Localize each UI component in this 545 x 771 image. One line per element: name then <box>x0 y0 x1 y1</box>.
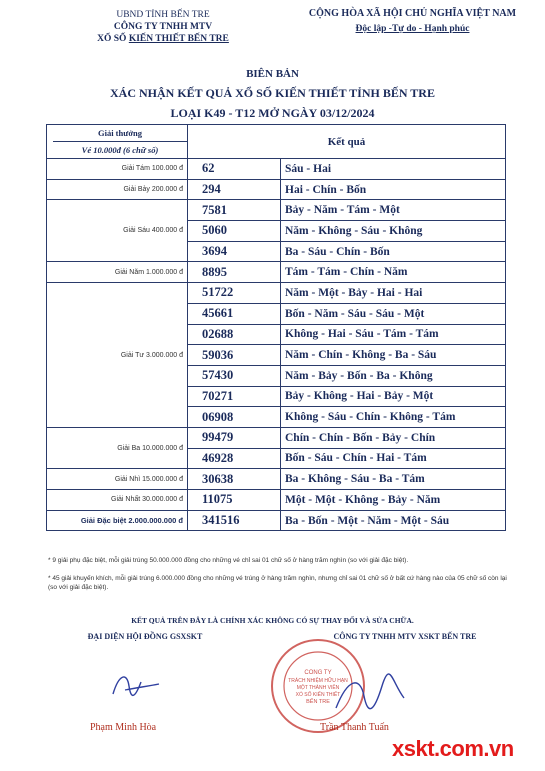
winning-number: 59036 <box>188 345 281 366</box>
winning-number: 99479 <box>188 427 281 448</box>
table-row <box>47 262 506 283</box>
result-column-header: Kết quả <box>188 125 506 159</box>
table-row <box>47 200 506 221</box>
winning-number-in-words: Tám - Tám - Chín - Năm <box>281 262 506 283</box>
results-table <box>46 124 506 531</box>
winning-number-in-words: Chín - Chín - Bốn - Bảy - Chín <box>281 427 506 448</box>
winning-number-in-words: Ba - Bốn - Một - Năm - Một - Sáu <box>281 510 506 531</box>
prize-tier-label: Giải Ba 10.000.000 đ <box>47 427 188 468</box>
note-encouragement: * 45 giải khuyến khích, mỗi giải trúng 6.000.000 đồng cho những vé trúng ở hàng trăm nghìn, nhưng chỉ sai 01 chữ số ở bất cứ hàng nào của 05 chữ số còn lại (so với giải đặc biệt). <box>48 575 507 592</box>
winning-number-in-words: Năm - Chín - Không - Ba - Sáu <box>281 345 506 366</box>
prize-tier-label: Giải Nhì 15.000.000 đ <box>47 469 188 490</box>
winning-number-in-words: Sáu - Hai <box>281 159 506 180</box>
prize-tier-label: Giải Tám 100.000 đ <box>47 159 188 180</box>
national-title: CỘNG HÒA XÃ HỘI CHỦ NGHĨA VIỆT NAM <box>308 8 517 19</box>
table-header-row <box>47 125 506 159</box>
winning-number: 51722 <box>188 283 281 304</box>
prize-tier-label: Giải Năm 1.000.000 đ <box>47 262 188 283</box>
table-row <box>47 490 506 511</box>
motto: Độc lập -Tự do - Hạnh phúc <box>355 24 470 34</box>
table-row <box>47 427 506 448</box>
winning-number-in-words: Bốn - Sáu - Chín - Hai - Tám <box>281 448 506 469</box>
winning-number-in-words: Không - Hai - Sáu - Tám - Tám <box>281 324 506 345</box>
winning-number-in-words: Hai - Chín - Bốn <box>281 179 506 200</box>
winning-number: 70271 <box>188 386 281 407</box>
table-row <box>47 510 506 531</box>
winning-number: 02688 <box>188 324 281 345</box>
winning-number-in-words: Năm - Bảy - Bốn - Ba - Không <box>281 365 506 386</box>
winning-number: 57430 <box>188 365 281 386</box>
prize-column-header: Giải thưởng Vé 10.000đ (6 chữ số) <box>47 125 188 159</box>
svg-text:XỔ SỐ KIẾN THIẾT: XỔ SỐ KIẾN THIẾT <box>295 692 341 698</box>
winning-number: 341516 <box>188 510 281 531</box>
table-row <box>47 159 506 180</box>
issuer-block <box>48 10 278 44</box>
prize-tier-label: Giải Bảy 200.000 đ <box>47 179 188 200</box>
prize-tier-label: Giải Tư 3.000.000 đ <box>47 283 188 428</box>
national-motto-block <box>280 8 545 34</box>
company-signatory-title: CÔNG TY TNHH MTV XSKT BẾN TRE <box>333 632 477 641</box>
council-representative-title: ĐẠI DIỆN HỘI ĐỒNG GSXSKT <box>87 632 203 641</box>
left-signature-icon <box>105 664 165 704</box>
winning-number: 46928 <box>188 448 281 469</box>
prize-tier-label: Giải Nhất 30.000.000 đ <box>47 490 188 511</box>
winning-number-in-words: Không - Sáu - Chín - Không - Tám <box>281 407 506 428</box>
issuer-line3: XỔ SỐ KIẾN THIẾT BẾN TRE <box>97 34 229 44</box>
winning-number-in-words: Bảy - Năm - Tám - Một <box>281 200 506 221</box>
winning-number: 45661 <box>188 303 281 324</box>
confirmation-statement: KẾT QUẢ TRÊN ĐÂY LÀ CHÍNH XÁC KHÔNG CÓ SỰ THAY ĐỔI VÀ SỬA CHỮA. <box>131 616 414 625</box>
winning-number-in-words: Năm - Không - Sáu - Không <box>281 221 506 242</box>
table-row <box>47 179 506 200</box>
issuer-line2: CÔNG TY TNHH MTV <box>113 22 213 32</box>
winning-number: 06908 <box>188 407 281 428</box>
winning-number: 294 <box>188 179 281 200</box>
table-row <box>47 469 506 490</box>
issuer-line1: UBND TỈNH BẾN TRE <box>116 10 210 20</box>
winning-number-in-words: Năm - Một - Bảy - Hai - Hai <box>281 283 506 304</box>
winning-number: 30638 <box>188 469 281 490</box>
document-title: BIÊN BẢN <box>246 68 299 80</box>
company-signatory-name: Trần Thanh Tuấn <box>320 722 389 733</box>
draw-info: LOẠI K49 - T12 MỞ NGÀY 03/12/2024 <box>170 106 375 120</box>
table-row <box>47 283 506 304</box>
note-special-consolation: * 9 giải phụ đặc biệt, mỗi giải trúng 50.000.000 đồng cho những vé chỉ sai 01 chữ số ở hàng trăm nghìn (so với giải đặc biệt). <box>48 557 409 564</box>
winning-number: 5060 <box>188 221 281 242</box>
prize-tier-label: Giải Đặc biệt 2.000.000.000 đ <box>47 510 188 531</box>
document-subtitle: XÁC NHẬN KẾT QUẢ XỔ SỐ KIẾN THIẾT TỈNH BẾN TRE <box>110 86 435 100</box>
svg-text:CÔNG TY: CÔNG TY <box>304 670 332 676</box>
svg-text:BẾN TRE: BẾN TRE <box>306 699 330 705</box>
prize-tier-label: Giải Sáu 400.000 đ <box>47 200 188 262</box>
winning-number: 11075 <box>188 490 281 511</box>
council-representative-name: Phạm Minh Hòa <box>90 722 157 733</box>
winning-number: 3694 <box>188 241 281 262</box>
site-watermark: xskt.com.vn <box>392 736 514 761</box>
svg-text:TRÁCH NHIỆM HỮU HẠN: TRÁCH NHIỆM HỮU HẠN <box>288 678 348 684</box>
winning-number: 7581 <box>188 200 281 221</box>
winning-number-in-words: Một - Một - Không - Bảy - Năm <box>281 490 506 511</box>
winning-number-in-words: Ba - Sáu - Chín - Bốn <box>281 241 506 262</box>
winning-number: 62 <box>188 159 281 180</box>
right-signature-icon <box>330 672 410 720</box>
winning-number-in-words: Ba - Không - Sáu - Ba - Tám <box>281 469 506 490</box>
winning-number-in-words: Bốn - Năm - Sáu - Sáu - Một <box>281 303 506 324</box>
winning-number: 8895 <box>188 262 281 283</box>
winning-number-in-words: Bảy - Không - Hai - Bảy - Một <box>281 386 506 407</box>
svg-text:MỘT THÀNH VIÊN: MỘT THÀNH VIÊN <box>296 685 340 691</box>
